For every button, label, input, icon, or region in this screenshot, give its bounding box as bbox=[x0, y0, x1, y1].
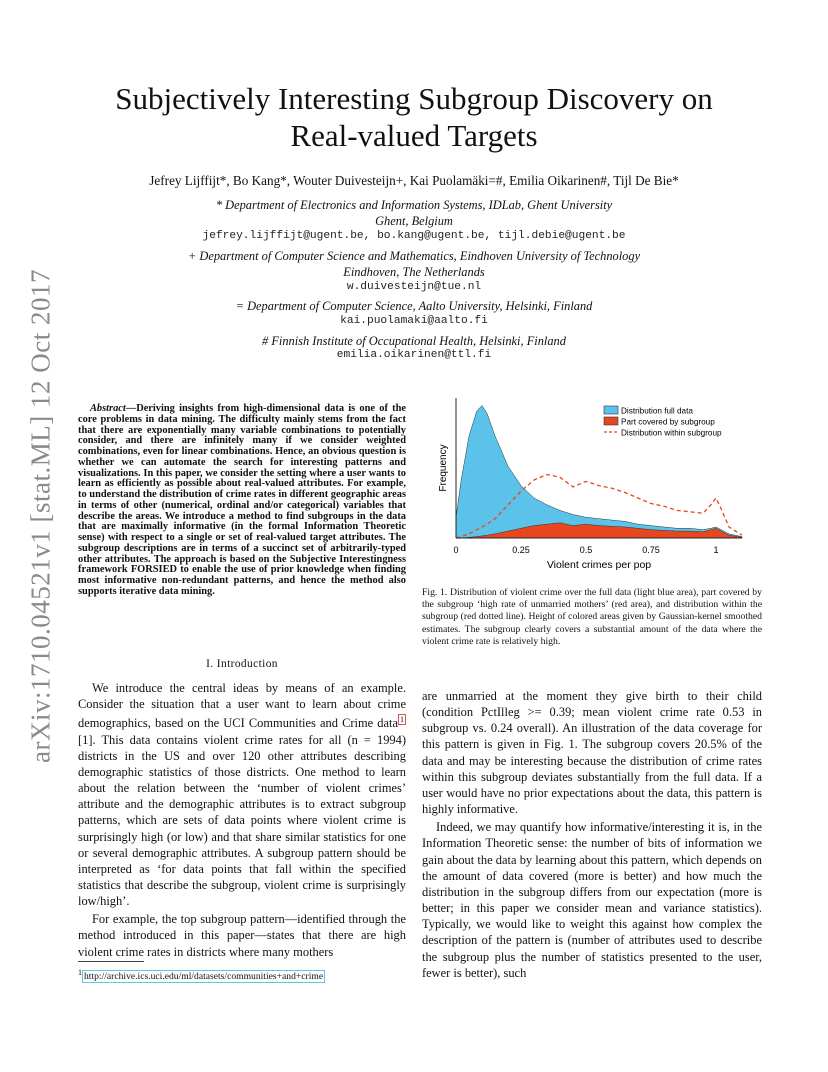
footnote-rule bbox=[78, 961, 144, 962]
legend-swatch-full bbox=[604, 406, 618, 414]
affiliation-1-city: Ghent, Belgium bbox=[375, 214, 453, 228]
footnote-number: 1 bbox=[78, 968, 82, 977]
section-heading: I. Introduction bbox=[206, 658, 278, 670]
affiliation-2-city: Eindhoven, The Netherlands bbox=[343, 265, 485, 279]
footnote-marker[interactable]: 1 bbox=[400, 715, 404, 725]
footnote-url[interactable]: http://archive.ics.uci.edu/ml/datasets/communities+and+crime bbox=[84, 971, 324, 983]
legend-swatch-part bbox=[604, 417, 618, 425]
figure-1 bbox=[432, 396, 752, 572]
density-chart bbox=[432, 396, 752, 572]
legend-label-within: Distribution within subgroup bbox=[621, 428, 722, 438]
x-tick-label: 0.5 bbox=[579, 545, 593, 555]
legend bbox=[604, 406, 722, 438]
abstract bbox=[78, 404, 406, 598]
intro-paragraph-1 bbox=[78, 680, 406, 909]
affiliation-3: = Department of Computer Science, Aalto University, Helsinki, Finland bbox=[235, 299, 593, 313]
x-tick-label: 1 bbox=[713, 545, 719, 555]
abstract-lead: Abstract bbox=[90, 403, 126, 414]
x-tick-label: 0 bbox=[453, 545, 459, 555]
abstract-body: —Deriving insights from high-dimensional data is one of the core problems in data mining. The difficulty mainly stems from the fact that there are exponentially many variable combinations to potentially consider, and there are infinitely many if we consider weighted combinations, even for linear combinations. Hence, an obvious question is whether we can automate the search for interesting patterns and visualizations. In this paper, we consider the setting where a user wants to learn as efficiently as possible about real-valued attributes. For example, to understand the distribution of crime rates in different geographic areas in terms of other (numerical, ordinal and/or categorical) variables that describe the areas. We introduce a method to find subgroups in the data that are maximally informative (in the formal Information Theoretic sense) with respect to a single or set of real-valued target attributes. The subgroup descriptions are in terms of a succinct set of arbitrarily-typed other attributes. The approach is based on the Subjective Interestingness framework FORSIED to enable the use of prior knowledge when finding most informative non-redundant patterns, and hence the method also supports iterative data mining. bbox=[78, 403, 406, 597]
right-paragraph-1: are unmarried at the moment they give birth to their child (condition PctIlleg >= 0.39; mean violent crime rate 0.53 in subgroup vs. 0.24 overall). An illustration of the data coverage for this pattern is given in Fig. 1. The subgroup covers 20.5% of the data and may be interesting because the distribution of crime rates within this subgroup deviates substantially from the full data. If a user would have no prior expectations about the data, this pattern is highly informative. bbox=[422, 689, 762, 817]
y-axis-label: Frequency bbox=[438, 444, 449, 492]
author-list: Jefrey Lijffijt*, Bo Kang*, Wouter Duivesteijn+, Kai Puolamäki=#, Emilia Oikarinen#, Tijl De Bie* bbox=[149, 173, 679, 188]
legend-label-part: Part covered by subgroup bbox=[621, 417, 715, 427]
affiliation-2: + Department of Computer Science and Mathematics, Eindhoven University of Technology bbox=[187, 249, 641, 263]
intro-p1-text: We introduce the central ideas by means of an example. Consider the situation that a user want to learn about crime demographics, based on the UCI Communities and Crime data bbox=[78, 681, 406, 731]
footnote bbox=[78, 968, 406, 982]
x-tick-label: 0.25 bbox=[512, 545, 530, 555]
left-column bbox=[78, 680, 406, 960]
affiliation-1-email[interactable]: jefrey.lijffijt@ugent.be, bo.kang@ugent.be, tijl.debie@ugent.be bbox=[202, 230, 626, 242]
intro-paragraph-2: For example, the top subgroup pattern—identified through the method introduced in this paper—states that there are high violent crime rates in districts where many mothers bbox=[78, 912, 406, 959]
affiliation-4: # Finnish Institute of Occupational Health, Helsinki, Finland bbox=[262, 334, 566, 348]
right-column bbox=[422, 688, 762, 981]
affiliation-3-email[interactable]: kai.puolamaki@aalto.fi bbox=[340, 315, 488, 327]
affiliation-2-email[interactable]: w.duivesteijn@tue.nl bbox=[346, 281, 482, 293]
legend-label-full: Distribution full data bbox=[621, 406, 693, 416]
x-tick-label: 0.75 bbox=[642, 545, 660, 555]
arxiv-id: arXiv:1710.04521v1 [stat.ML] 12 Oct 2017 bbox=[25, 269, 56, 763]
figure-caption: Fig. 1. Distribution of violent crime over the full data (light blue area), part covered by the subgroup ‘high rate of unmarried mothers’ (red area), and distribution within the subgroup (red dotted line). Height of colored areas given by Gaussian-kernel smoothed estimates. The subgroup clearly covers a substantial amount of the data where the violent crime rate is relatively high. bbox=[422, 587, 762, 647]
affiliation-4-email[interactable]: emilia.oikarinen@ttl.fi bbox=[336, 349, 492, 361]
right-paragraph-2: Indeed, we may quantify how informative/interesting it is, in the Information Theoretic sense: the number of bits of information we gain about the data by learning about this pattern, which depends on the amount of data covered (more is better) and how much the distribution in the subgroup differs from our expectation (more is better; in this paper we consider mean and variance statistics). Typically, we would like to weight this against how complex the description of the pattern is (number of attributes used to describe the subgroup plus the number of statistics presented to the user, fewer is better), such bbox=[422, 820, 762, 980]
affiliation-1: * Department of Electronics and Information Systems, IDLab, Ghent University bbox=[215, 198, 613, 212]
intro-p1-rest: [1]. This data contains violent crime rates for all (n = 1994) districts in the US and over 120 other attributes describing demographic statistics of those districts. One method to learn about the relation between the ‘number of violent crimes’ attribute and the demographic attributes is to extract subgroup patterns, which are sets of data points where violent crime is surprisingly high (or low) and that share similar statistics for one or several demographic attributes. A subgroup pattern should be interpreted as ‘for data points that fall within the specified statistics that describe the subgroup, violent crime is surprisingly low/high’. bbox=[78, 732, 406, 909]
x-axis-label: Violent crimes per pop bbox=[546, 559, 652, 571]
arxiv-stamp bbox=[24, 269, 58, 763]
paper-title: Subjectively Interesting Subgroup Discovery on Real-valued Targets bbox=[115, 81, 713, 153]
